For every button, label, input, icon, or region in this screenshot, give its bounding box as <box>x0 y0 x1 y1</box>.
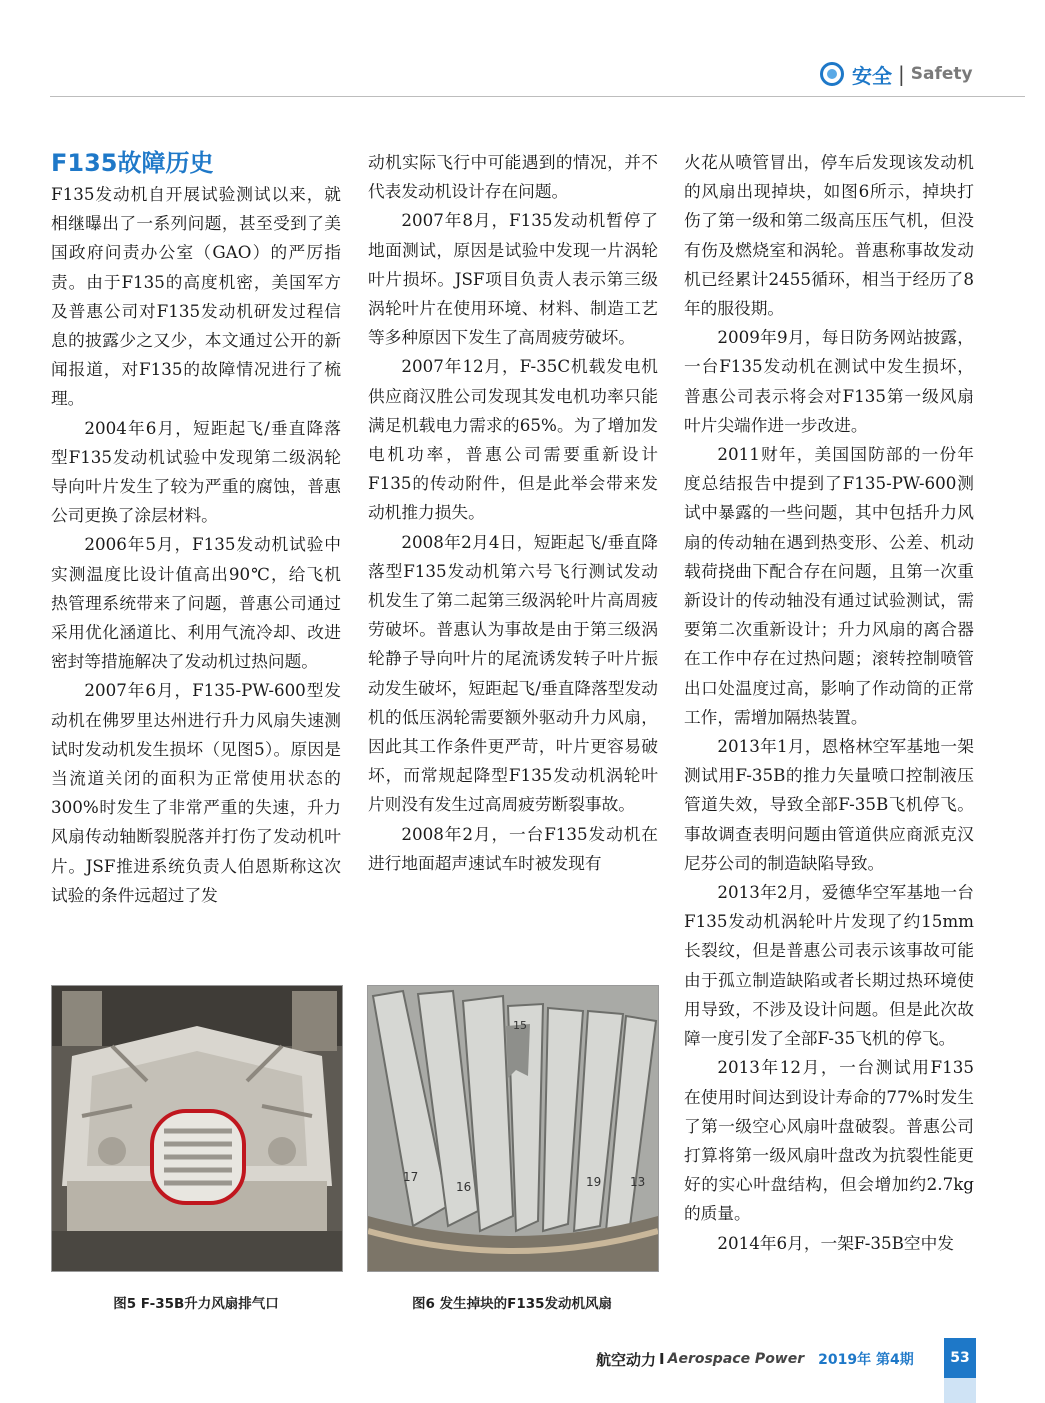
paragraph: 火花从喷管冒出，停车后发现该发动机的风扇出现掉块，如图6所示，掉块打伤了第一级和第二级高压压气机，但没有伤及燃烧室和涡轮。普惠称事故发动机已经累计2455循环，相当于经历了8年的服役期。 <box>684 152 974 319</box>
issue-label: 2019年 第4期 <box>818 1352 914 1368</box>
figure-6-caption: 图6 发生掉块的F135发动机风扇 <box>412 1296 612 1312</box>
paragraph: 2008年2月4日，短距起飞/垂直降落型F135发动机第六号飞行测试发动机发生了第二起第三级涡轮叶片高周疲劳破坏。普惠认为事故是由于第三级涡轮静子导向叶片的尾流诱发转子叶片振动发生破坏，短距起飞/垂直降落型发动机的低压涡轮需要额外驱动升力风扇，因此其工作条件更严苛，叶片更容易破坏，而常规起降型F135发动机涡轮叶片则没有发生过高周疲劳断裂事故。 <box>368 531 658 815</box>
paragraph: 2007年12月，F-35C机载发电机供应商汉胜公司发现其发电机功率只能满足机载电力需求的65%。为了增加发电机功率，普惠公司需要重新设计F135的传动附件，但是此举会带来发动机推力损失。 <box>368 356 658 523</box>
footer-separator: I <box>659 1350 665 1368</box>
blade-mark: 13 <box>630 1175 646 1189</box>
text-column-1 <box>51 148 341 910</box>
paragraph: 2008年2月，一台F135发动机在进行地面超声速试车时被发现有 <box>368 823 658 873</box>
journal-name-en: Aerospace Power <box>667 1351 805 1367</box>
paragraph: 2006年5月，F135发动机试验中实测温度比设计值高出90℃，给飞机热管理系统带来了问题，普惠公司通过采用优化涵道比、利用气流冷却、改进密封等措施解决了发动机过热问题。 <box>51 534 341 672</box>
paragraph: F135发动机自开展试验测试以来，就相继曝出了一系列问题，甚至受到了美国政府问责办公室（GAO）的严厉指责。由于F135的高度机密，美国军方及普惠公司对F135发动机研发过程信息的披露少之又少，本文通过公开的新闻报道，对F135的故障情况进行了梳理。 <box>51 184 341 409</box>
blade-mark: 15 <box>513 1019 527 1032</box>
paragraph: 2004年6月，短距起飞/垂直降落型F135发动机试验中发现第二级涡轮导向叶片发生了较为严重的腐蚀，普惠公司更换了涂层材料。 <box>51 417 341 526</box>
text-column-2 <box>368 148 658 878</box>
blade-mark: 19 <box>586 1175 602 1189</box>
figure-5-photo <box>51 985 343 1272</box>
paragraph: 2009年9月，每日防务网站披露，一台F135发动机在测试中发生损坏，普惠公司表示将会对F135第一级风扇叶片尖端作进一步改进。 <box>684 327 974 435</box>
page-number: 53 <box>944 1338 976 1378</box>
blade-mark: 17 <box>403 1170 419 1184</box>
paragraph: 动机实际飞行中可能遇到的情况，并不代表发动机设计存在问题。 <box>368 152 658 202</box>
page-tab <box>944 1378 976 1403</box>
paragraph: 2013年1月，恩格林空军基地一架测试用F-35B的推力矢量喷口控制液压管道失效，导致全部F-35B飞机停飞。事故调查表明问题由管道供应商派克汉尼芬公司的制造缺陷导致。 <box>684 736 974 873</box>
header-rule <box>50 96 1025 97</box>
paragraph: 2007年6月，F135-PW-600型发动机在佛罗里达州进行升力风扇失速测试时发动机发生损坏（见图5）。原因是当流道关闭的面积为正常使用状态的300%时发生了非常严重的失速，升力风扇传动轴断裂脱落并打伤了发动机叶片。JSF推进系统负责人伯恩斯称这次试验的条件远超过了发 <box>51 680 341 905</box>
blade-mark: 16 <box>456 1180 472 1194</box>
running-header <box>820 60 973 88</box>
fan-blades-illustration <box>368 986 658 1271</box>
text-column-3 <box>684 148 974 1258</box>
globe-icon <box>820 62 844 86</box>
section-name-en: Safety <box>910 64 973 84</box>
header-separator: | <box>898 62 905 86</box>
paragraph: 2011财年，美国国防部的一份年度总结报告中提到了F135-PW-600测试中暴露的一些问题，其中包括升力风扇的传动轴在遇到热变形、公差、机动载荷挠曲下配合存在问题，且第一次重新设计的传动轴没有通过试验测试，需要第二次重新设计；升力风扇的离合器在工作中存在过热问题；滚转控制喷管出口处温度过高，影响了作动筒的正常工作，需增加隔热装置。 <box>684 444 974 727</box>
running-footer <box>596 1348 914 1370</box>
figure-6-photo <box>367 985 659 1272</box>
paragraph: 2013年2月，爱德华空军基地一台F135发动机涡轮叶片发现了约15mm长裂纹，但是普惠公司表示该事故可能由于孤立制造缺陷或者长期过热环境使用导致，不涉及设计问题。但是此次故障一度引发了全部F-35飞机的停飞。 <box>684 882 974 1049</box>
section-name-cn: 安全 <box>852 63 892 88</box>
lift-fan-exhaust-illustration <box>52 986 342 1271</box>
paragraph: 2007年8月，F135发动机暂停了地面测试，原因是试验中发现一片涡轮叶片损坏。JSF项目负责人表示第三级涡轮叶片在使用环境、材料、制造工艺等多种原因下发生了高周疲劳破坏。 <box>368 210 658 348</box>
figure-5-caption: 图5 F-35B升力风扇排气口 <box>113 1296 279 1312</box>
paragraph: 2013年12月，一台测试用F135在使用时间达到设计寿命的77%时发生了第一级空心风扇叶盘破裂。普惠公司打算将第一级风扇叶盘改为抗裂性能更好的实心叶盘结构，但会增加约2.7kg的质量。 <box>684 1057 974 1224</box>
paragraph: 2014年6月，一架F-35B空中发 <box>717 1232 954 1253</box>
article-title: F135故障历史 <box>51 149 214 177</box>
journal-name-cn: 航空动力 <box>596 1350 657 1369</box>
